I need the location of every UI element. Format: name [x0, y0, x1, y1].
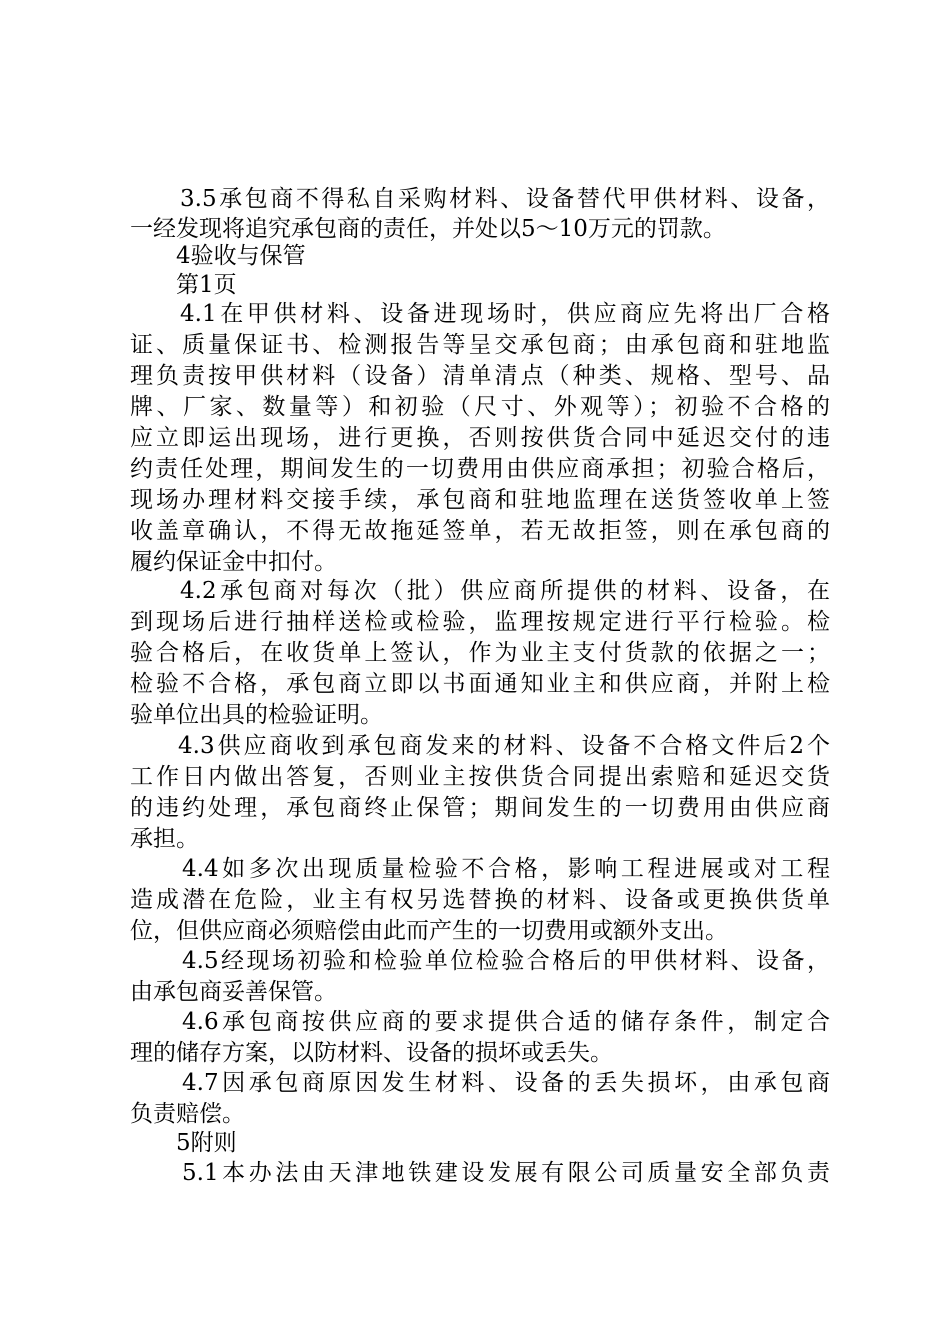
- paragraph-4-2-line-3: 验合格后，在收货单上签认，作为业主支付货款的依据之一；: [130, 640, 830, 666]
- paragraph-4-2-line-2: 到现场后进行抽样送检或检验，监理按规定进行平行检验。检: [130, 609, 830, 635]
- section-heading-4: 4验收与保管: [176, 243, 306, 269]
- paragraph-4-4-line-1: 4.4如多次出现质量检验不合格，影响工程进展或对工程: [182, 856, 830, 882]
- paragraph-4-3-line-2: 工作日内做出答复，否则业主按供货合同提出索赔和延迟交货: [130, 764, 830, 790]
- paragraph-4-3-line-1: 4.3供应商收到承包商发来的材料、设备不合格文件后2个: [178, 733, 830, 759]
- paragraph-4-3-line-4: 承担。: [130, 826, 199, 852]
- paragraph-4-1-line-4: 牌、厂家、数量等）和初验（尺寸、外观等）；初验不合格的: [130, 394, 830, 420]
- paragraph-4-1-line-3: 理负责按甲供材料（设备）清单清点（种类、规格、型号、品: [130, 363, 830, 389]
- paragraph-4-2-line-5: 验单位出具的检验证明。: [130, 702, 383, 728]
- paragraph-3-5-line-2: 一经发现将追究承包商的责任，并处以5～10万元的罚款。: [130, 216, 726, 242]
- paragraph-5-1-line-1: 5.1本办法由天津地铁建设发展有限公司质量安全部负责: [182, 1160, 830, 1186]
- paragraph-4-1-line-6: 约责任处理，期间发生的一切费用由供应商承担；初验合格后，: [130, 456, 830, 482]
- paragraph-4-1-line-5: 应立即运出现场，进行更换，否则按供货合同中延迟交付的违: [130, 425, 830, 451]
- paragraph-4-4-line-3: 位，但供应商必须赔偿由此而产生的一切费用或额外支出。: [130, 918, 728, 944]
- paragraph-4-1-line-8: 收盖章确认，不得无故拖延签单，若无故拒签，则在承包商的: [130, 518, 830, 544]
- paragraph-4-7-line-2: 负责赔偿。: [130, 1101, 245, 1127]
- paragraph-4-7-line-1: 4.7因承包商原因发生材料、设备的丢失损坏，由承包商: [182, 1070, 830, 1096]
- paragraph-4-4-line-2: 造成潜在危险，业主有权另选替换的材料、设备或更换供货单: [130, 887, 830, 913]
- paragraph-4-2-line-4: 检验不合格，承包商立即以书面通知业主和供应商，并附上检: [130, 671, 830, 697]
- page-number: 第1页: [176, 272, 237, 298]
- paragraph-4-6-line-1: 4.6承包商按供应商的要求提供合适的储存条件，制定合: [182, 1009, 830, 1035]
- paragraph-4-1-line-2: 证、质量保证书、检测报告等呈交承包商；由承包商和驻地监: [130, 332, 830, 358]
- paragraph-4-6-line-2: 理的储存方案，以防材料、设备的损坏或丢失。: [130, 1040, 613, 1066]
- section-heading-5: 5附则: [176, 1130, 237, 1156]
- paragraph-4-5-line-2: 由承包商妥善保管。: [130, 979, 337, 1005]
- paragraph-3-5-line-1: 3.5承包商不得私自采购材料、设备替代甲供材料、设备，: [180, 186, 830, 212]
- paragraph-4-1-line-1: 4.1在甲供材料、设备进现场时，供应商应先将出厂合格: [180, 301, 830, 327]
- paragraph-4-1-line-9: 履约保证金中扣付。: [130, 549, 337, 575]
- paragraph-4-2-line-1: 4.2承包商对每次（批）供应商所提供的材料、设备，在: [180, 578, 830, 604]
- paragraph-4-5-line-1: 4.5经现场初验和检验单位检验合格后的甲供材料、设备，: [182, 948, 830, 974]
- paragraph-4-3-line-3: 的违约处理，承包商终止保管；期间发生的一切费用由供应商: [130, 795, 830, 821]
- paragraph-4-1-line-7: 现场办理材料交接手续，承包商和驻地监理在送货签收单上签: [130, 487, 830, 513]
